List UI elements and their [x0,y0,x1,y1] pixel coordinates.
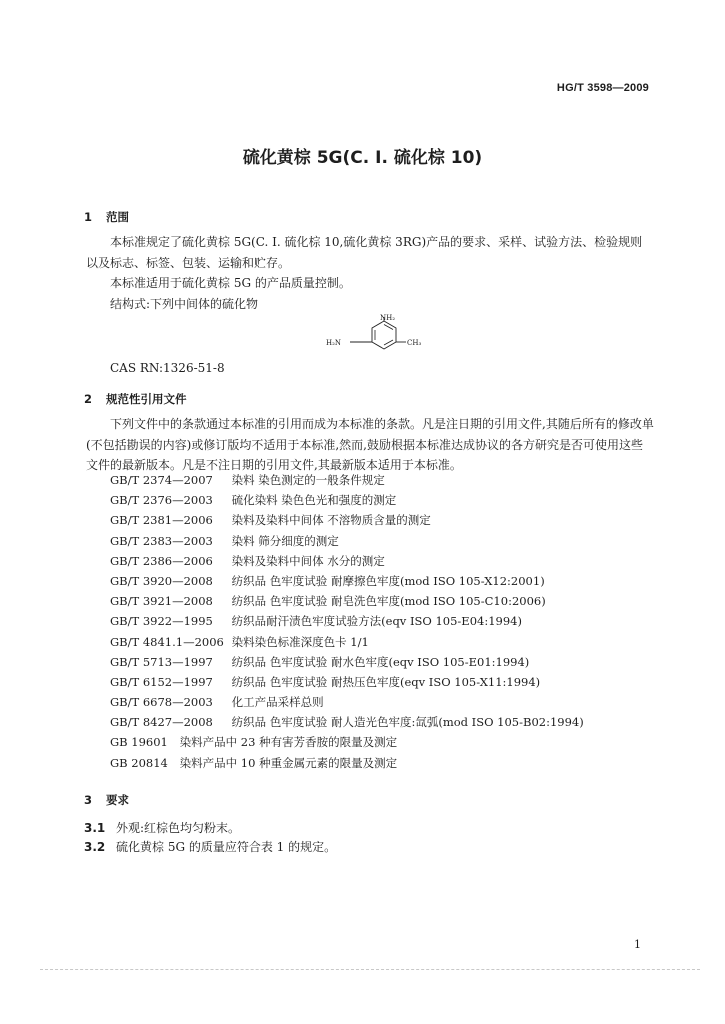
section-2-number: 2 [84,392,93,406]
reference-title: 纺织品 色牢度试验 耐皂洗色牢度(mod ISO 105-C10:2006) [231,594,546,609]
reference-item [110,632,584,652]
reference-item [110,470,584,490]
reference-title: 染料及染料中间体 水分的测定 [231,553,385,568]
requirement-item [84,819,240,836]
section-2-body [86,414,654,476]
reference-title: 染料染色标准深度色卡 1/1 [231,634,369,649]
nh2-label-left: H₂N [326,339,342,347]
reference-title: 硫化染料 染色色光和强度的测定 [231,493,397,508]
requirement-text: 硫化黄棕 5G 的质量应符合表 1 的规定。 [116,840,337,854]
section-2-heading [84,391,187,407]
reference-item [110,571,584,591]
scope-paragraph: 本标准规定了硫化黄棕 5G(C. I. 硫化棕 10,硫化黄棕 3RG)产品的要求、采样、试验方法、检验规则以及标志、标签、包装、运输和贮存。 [86,235,643,270]
reference-item [110,652,584,672]
reference-item [110,611,584,631]
reference-title: 化工产品采样总则 [231,695,324,710]
reference-title: 纺织品 色牢度试验 耐摩擦色牢度(mod ISO 105-X12:2001) [231,573,545,588]
section-1-body [86,232,654,314]
reference-item [110,510,584,530]
reference-item [110,490,584,510]
reference-title: 染料产品中 23 种有害芳香胺的限量及测定 [179,735,398,750]
reference-title: 染料产品中 10 种重金属元素的限量及测定 [179,755,398,770]
reference-item [110,531,584,551]
reference-title: 纺织品 色牢度试验 耐热压色牢度(eqv ISO 105-X11:1994) [231,674,541,689]
reference-code: GB/T 2381—2006 [110,513,213,528]
reference-code: GB/T 3922—1995 [110,614,213,629]
nh2-label-top: NH₂ [380,314,396,322]
reference-title: 纺织品 色牢度试验 耐水色牢度(eqv ISO 105-E01:1994) [231,654,530,669]
reference-list [110,470,584,773]
reference-code: GB/T 2374—2007 [110,473,213,487]
document-title: 硫化黄棕 5G(C. I. 硫化棕 10) [242,148,483,168]
footer-rule [40,969,700,970]
reference-title: 纺织品耐汗渍色牢度试验方法(eqv ISO 105-E04:1994) [231,614,522,629]
section-3-heading [84,792,129,808]
reference-code: GB/T 3921—2008 [110,594,213,609]
reference-item [110,712,584,732]
section-2-title: 规范性引用文件 [106,392,187,406]
reference-code: GB/T 2383—2003 [110,533,213,548]
reference-item [110,672,584,692]
reference-title: 染料及染料中间体 不溶物质含量的测定 [231,513,431,528]
cas-number: CAS RN:1326-51-8 [110,361,225,375]
reference-code: GB/T 5713—1997 [110,654,213,669]
structure-caption: 结构式:下列中间体的硫化物 [110,296,259,311]
applicability-paragraph: 本标准适用于硫化黄棕 5G 的产品质量控制。 [110,276,351,290]
section-1-title: 范围 [106,210,129,224]
requirement-text: 外观:红棕色均匀粉末。 [116,821,241,835]
reference-code: GB/T 3920—2008 [110,573,213,588]
reference-item [110,732,584,752]
section-3-title: 要求 [106,793,129,807]
reference-title: 染料 染色测定的一般条件规定 [231,473,385,487]
reference-item [110,591,584,611]
standard-number: HG/T 3598—2009 [556,82,649,94]
reference-code: GB/T 6152—1997 [110,674,213,689]
reference-item [110,551,584,571]
requirement-number: 3.1 [84,821,106,835]
structural-formula [322,312,432,362]
reference-code: GB/T 8427—2008 [110,715,213,730]
reference-code: GB/T 2386—2006 [110,553,213,568]
reference-code: GB/T 6678—2003 [110,695,213,710]
reference-code: GB 20814 [110,755,168,770]
requirement-number: 3.2 [84,840,106,854]
normative-references-intro: 下列文件中的条款通过本标准的引用而成为本标准的条款。凡是注日期的引用文件,其随后所有的修改单(不包括勘误的内容)或修订版均不适用于本标准,然而,鼓励根据本标准达成协议的各方研究是否可使用这些文件的最新版本。凡是不注日期的引用文件,其最新版本适用于本标准。 [86,417,654,472]
reference-item [110,753,584,773]
reference-code: GB/T 2376—2003 [110,493,213,508]
ch3-label: CH₃ [407,339,422,347]
page-number: 1 [634,938,641,951]
section-1-heading [84,209,129,225]
requirement-item [84,838,336,855]
section-1-number: 1 [84,210,93,224]
reference-title: 染料 筛分细度的测定 [231,533,339,548]
section-3-number: 3 [84,793,93,807]
reference-item [110,692,584,712]
reference-code: GB 19601 [110,735,168,750]
reference-code: GB/T 4841.1—2006 [110,634,224,649]
reference-title: 纺织品 色牢度试验 耐人造光色牢度:氙弧(mod ISO 105-B02:1994) [231,715,584,730]
